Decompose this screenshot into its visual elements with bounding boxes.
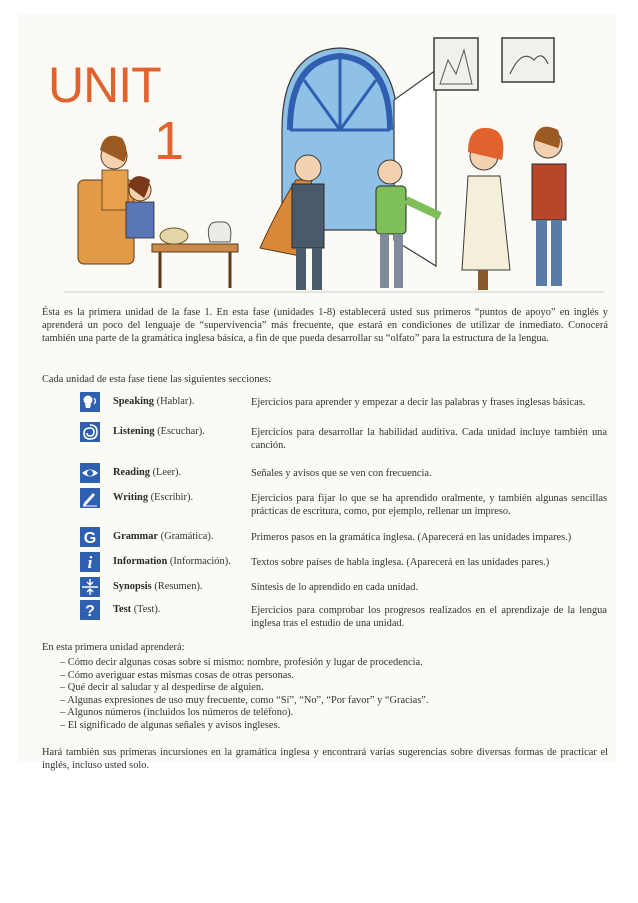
learn-list xyxy=(60,657,600,733)
listening-icon xyxy=(80,422,100,442)
learn-lead: En esta primera unidad aprenderá: xyxy=(42,642,185,653)
sections-lead: Cada unidad de esta fase tiene las siguientes secciones: xyxy=(42,374,272,385)
section-name: Grammar (Gramática). xyxy=(113,531,214,542)
section-description: Síntesis de lo aprendido en cada unidad. xyxy=(251,582,419,593)
unit-title: UNIT xyxy=(48,57,161,113)
section-name: Information (Información). xyxy=(113,556,231,567)
section-description: Textos sobre países de habla inglesa. (Aparecerá en las unidades pares.) xyxy=(251,557,550,568)
list-item: – Cómo decir algunas cosas sobre sí mismo: nombre, profesión y lugar de procedencia. xyxy=(60,657,600,670)
section-description: Ejercicios para desarrollar la habilidad auditiva. Cada unidad incluye también una canción. xyxy=(251,427,607,452)
list-item: – Qué decir al saludar y al despedirse de alguien. xyxy=(60,682,600,695)
section-description: Ejercicios para comprobar los progresos realizados en el aprendizaje de la lengua inglesa tras el estudio de una unidad. xyxy=(251,605,607,630)
section-name: Speaking (Hablar). xyxy=(113,396,195,407)
writing-icon xyxy=(80,488,100,508)
section-name: Writing (Escribir). xyxy=(113,492,194,503)
section-name: Reading (Leer). xyxy=(113,467,182,478)
section-name: Synopsis (Resumen). xyxy=(113,581,203,592)
information-icon xyxy=(80,552,100,572)
tea-table xyxy=(152,222,238,288)
svg-text:G: G xyxy=(83,530,97,547)
section-name: Test (Test). xyxy=(113,604,161,615)
section-description: Ejercicios para aprender y empezar a decir las palabras y frases inglesas básicas. xyxy=(251,397,586,408)
section-description: Señales y avisos que se ven con frecuencia. xyxy=(251,468,432,479)
unit-number: 1 xyxy=(154,111,185,171)
standing-couple xyxy=(462,127,566,290)
list-item: – Algunas expresiones de uso muy frecuente, como “Sí”, “No”, “Por favor” y “Gracias”. xyxy=(60,695,600,708)
list-item: – Algunos números (incluidos los números de teléfono). xyxy=(60,707,600,720)
reading-icon xyxy=(80,463,100,483)
closing-paragraph: Hará también sus primeras incursiones en la gramática inglesa y encontrará varias sugerencias sobre diversas formas de practicar el inglés, incluso usted solo. xyxy=(42,747,608,771)
speaking-icon xyxy=(80,392,100,412)
list-item: – Cómo averiguar estas mismas cosas de otras personas. xyxy=(60,670,600,683)
synopsis-icon xyxy=(80,577,100,597)
svg-text:?: ? xyxy=(85,603,95,620)
intro-paragraph: Ésta es la primera unidad de la fase 1. En esta fase (unidades 1-8) establecerá usted sus primeros “puntos de apoyo” en inglés y aprenderá un poco del lenguaje de “supervivencia” más frecuente, que estará en condiciones de utilizar de inmediato. Conocerá también una parte de la gramática inglesa básica, a fin de que pueda desarrollar su “olfato” para la estructura de la lengua. xyxy=(42,307,608,345)
section-description: Ejercicios para fijar lo que se ha aprendido oralmente, y también algunas sencillas prácticas de escritura, como, por ejemplo, rellenar un impreso. xyxy=(251,493,607,518)
seated-guests xyxy=(78,136,154,264)
list-item: – El significado de algunas señales y avisos ingleses. xyxy=(60,720,600,733)
grammar-icon xyxy=(80,527,100,547)
section-name: Listening (Escuchar). xyxy=(113,426,205,437)
svg-text:i: i xyxy=(87,553,93,572)
section-description: Primeros pasos en la gramática inglesa. (Aparecerá en las unidades impares.) xyxy=(251,532,572,543)
textbook-page xyxy=(18,14,616,771)
test-icon xyxy=(80,600,100,620)
